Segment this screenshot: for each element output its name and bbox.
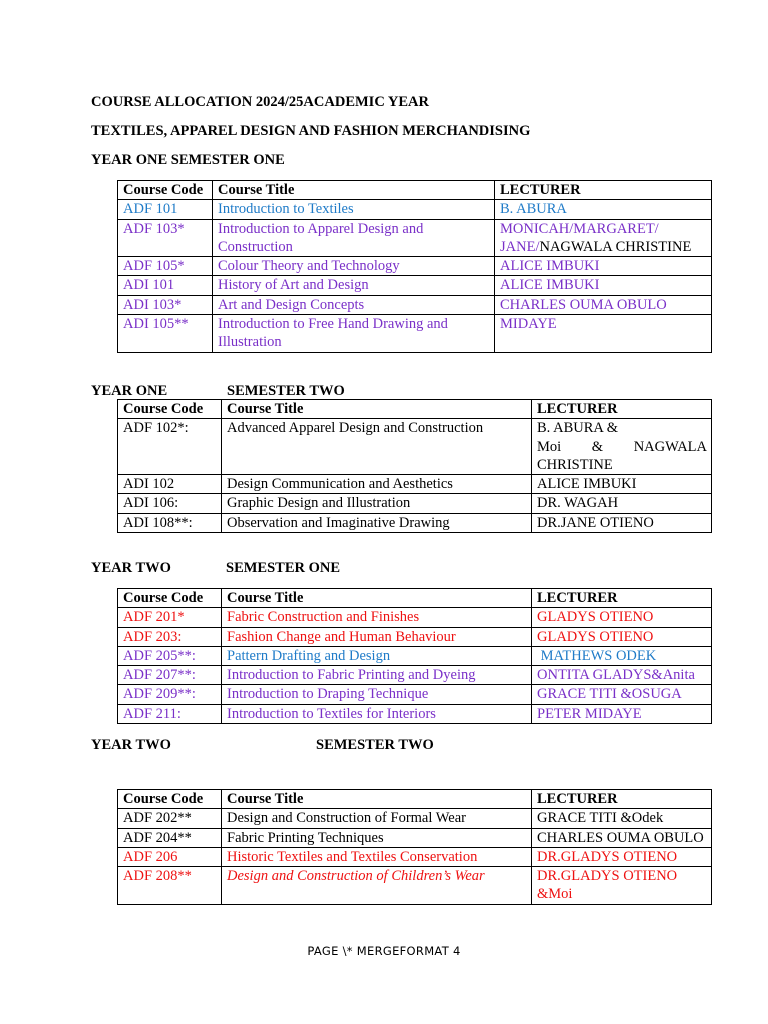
lecturer: ALICE IMBUKI	[532, 475, 712, 494]
semester-label: SEMESTER ONE	[226, 560, 341, 576]
department-heading: TEXTILES, APPAREL DESIGN AND FASHION MERCHANDISING	[91, 123, 531, 139]
section-2-heading	[91, 382, 345, 400]
section-1-heading: YEAR ONE SEMESTER ONE	[91, 152, 285, 168]
course-code: ADI 106:	[118, 494, 222, 513]
lecturer: GRACE TITI &Odek	[532, 809, 712, 828]
semester-label: SEMESTER TWO	[227, 383, 345, 399]
table-row	[118, 666, 712, 685]
lecturer: ONTITA GLADYS&Anita	[532, 666, 712, 685]
table-header-row	[118, 400, 712, 419]
year2-sem1-table	[117, 588, 712, 724]
course-title: Art and Design Concepts	[213, 295, 495, 314]
column-header-lecturer: LECTURER	[532, 589, 712, 608]
course-code: ADF 209**:	[118, 685, 222, 704]
course-title: Advanced Apparel Design and Construction	[222, 419, 532, 475]
course-title: Fabric Construction and Finishes	[222, 608, 532, 627]
year-label: YEAR TWO	[91, 560, 171, 576]
lecturer: DR.GLADYS OTIENO &Moi	[532, 867, 712, 905]
table-header-row	[118, 181, 712, 200]
course-title: Colour Theory and Technology	[213, 257, 495, 276]
lecturer: DR. WAGAH	[532, 494, 712, 513]
course-code: ADF 201*	[118, 608, 222, 627]
section-3-heading	[91, 559, 341, 577]
semester-label: SEMESTER TWO	[316, 737, 434, 753]
year-label: YEAR ONE	[91, 383, 168, 399]
column-header-course-title: Course Title	[213, 181, 495, 200]
lecturer: DR.GLADYS OTIENO	[532, 847, 712, 866]
table-row	[118, 608, 712, 627]
course-code: ADF 207**:	[118, 666, 222, 685]
table-row	[118, 219, 712, 257]
table-row	[118, 867, 712, 905]
column-header-lecturer: LECTURER	[532, 790, 712, 809]
table-row	[118, 627, 712, 646]
lecturer: ALICE IMBUKI	[495, 257, 712, 276]
course-title: Fashion Change and Human Behaviour	[222, 627, 532, 646]
course-title: Graphic Design and Illustration	[222, 494, 532, 513]
lecturer-line: Moi & NAGWALA	[537, 438, 707, 455]
table-row	[118, 257, 712, 276]
course-code: ADI 108**:	[118, 513, 222, 532]
table-row	[118, 295, 712, 314]
course-title: Observation and Imaginative Drawing	[222, 513, 532, 532]
section-4-heading	[91, 736, 434, 754]
table-row	[118, 475, 712, 494]
table-row	[118, 419, 712, 475]
lecturer: PETER MIDAYE	[532, 704, 712, 723]
column-header-lecturer: LECTURER	[495, 181, 712, 200]
course-title: Introduction to Textiles for Interiors	[222, 704, 532, 723]
course-code: ADF 101	[118, 200, 213, 219]
course-code: ADF 105*	[118, 257, 213, 276]
column-header-course-code: Course Code	[118, 589, 222, 608]
year1-sem2-table	[117, 399, 712, 533]
course-code: ADF 205**:	[118, 646, 222, 665]
course-title: Introduction to Fabric Printing and Dyeing	[222, 666, 532, 685]
lecturer-part: NAGWALA CHRISTINE	[539, 238, 692, 255]
course-title: Introduction to Free Hand Drawing and Illustration	[213, 315, 495, 353]
course-title: Design and Construction of Children’s Wear	[222, 867, 532, 905]
table-row	[118, 847, 712, 866]
course-code: ADF 206	[118, 847, 222, 866]
course-title: Fabric Printing Techniques	[222, 828, 532, 847]
table-row	[118, 809, 712, 828]
lecturer: CHARLES OUMA OBULO	[532, 828, 712, 847]
lecturer: ALICE IMBUKI	[495, 276, 712, 295]
course-code: ADI 101	[118, 276, 213, 295]
course-title: Design and Construction of Formal Wear	[222, 809, 532, 828]
year2-sem2-table	[117, 789, 712, 905]
course-title: Introduction to Draping Technique	[222, 685, 532, 704]
table-row	[118, 704, 712, 723]
column-header-lecturer: LECTURER	[532, 400, 712, 419]
course-title: Historic Textiles and Textiles Conservation	[222, 847, 532, 866]
course-code: ADI 105**	[118, 315, 213, 353]
column-header-course-code: Course Code	[118, 400, 222, 419]
lecturer-part: MONICAH/MARGARET/ JANE/	[500, 220, 659, 255]
column-header-course-code: Course Code	[118, 181, 213, 200]
table-header-row	[118, 790, 712, 809]
lecturer: DR.JANE OTIENO	[532, 513, 712, 532]
table-row	[118, 646, 712, 665]
course-code: ADI 103*	[118, 295, 213, 314]
year1-sem1-table	[117, 180, 712, 353]
column-header-course-title: Course Title	[222, 589, 532, 608]
lecturer-line: B. ABURA &	[537, 420, 618, 437]
lecturer	[495, 219, 712, 257]
column-header-course-code: Course Code	[118, 790, 222, 809]
course-code: ADF 203:	[118, 627, 222, 646]
lecturer: GRACE TITI &OSUGA	[532, 685, 712, 704]
year-label: YEAR TWO	[91, 737, 171, 753]
table-row	[118, 315, 712, 353]
course-code: ADF 204**	[118, 828, 222, 847]
table-header-row	[118, 589, 712, 608]
lecturer: CHARLES OUMA OBULO	[495, 295, 712, 314]
column-header-course-title: Course Title	[222, 400, 532, 419]
course-title: Introduction to Apparel Design and Construction	[213, 219, 495, 257]
table-row	[118, 513, 712, 532]
course-title: Introduction to Textiles	[213, 200, 495, 219]
table-row	[118, 685, 712, 704]
course-title: Design Communication and Aesthetics	[222, 475, 532, 494]
table-row	[118, 494, 712, 513]
lecturer: B. ABURA	[495, 200, 712, 219]
course-code: ADF 102*:	[118, 419, 222, 475]
lecturer: GLADYS OTIENO	[532, 627, 712, 646]
lecturer: GLADYS OTIENO	[532, 608, 712, 627]
lecturer: MATHEWS ODEK	[532, 646, 712, 665]
course-code: ADF 208**	[118, 867, 222, 905]
course-code: ADF 211:	[118, 704, 222, 723]
table-row	[118, 200, 712, 219]
lecturer-line: CHRISTINE	[537, 456, 613, 473]
document-title: COURSE ALLOCATION 2024/25ACADEMIC YEAR	[91, 94, 429, 110]
course-code: ADF 103*	[118, 219, 213, 257]
table-row	[118, 828, 712, 847]
lecturer	[532, 419, 712, 475]
course-code: ADI 102	[118, 475, 222, 494]
page-footer: PAGE \* MERGEFORMAT 4	[307, 944, 461, 958]
course-title: Pattern Drafting and Design	[222, 646, 532, 665]
table-row	[118, 276, 712, 295]
course-title: History of Art and Design	[213, 276, 495, 295]
lecturer: MIDAYE	[495, 315, 712, 353]
column-header-course-title: Course Title	[222, 790, 532, 809]
course-code: ADF 202**	[118, 809, 222, 828]
